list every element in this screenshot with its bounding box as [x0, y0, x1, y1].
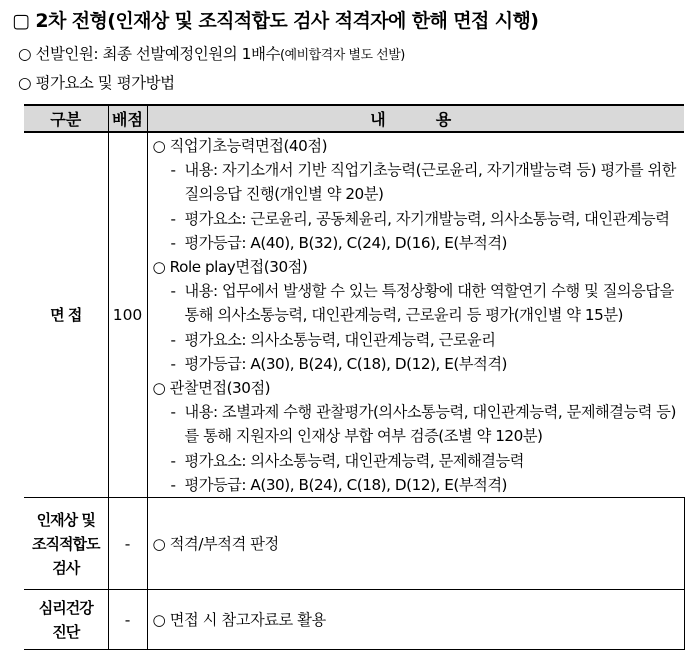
- row-category: 인재상 및 조직적합도 검사: [24, 498, 108, 590]
- table-row-health: [24, 590, 684, 650]
- section-heading: ○ 직업기초능력면접(40점): [152, 137, 328, 155]
- table-row-interview: [24, 132, 684, 498]
- bullet-note: (예비합격자 별도 선발): [279, 48, 405, 63]
- list-item: - 평가요소: 근로윤리, 공동체윤리, 자기개발능력, 의사소통능력, 대인관계능력: [170, 209, 670, 228]
- header-category: 구분: [24, 105, 108, 132]
- row-content: [147, 132, 684, 498]
- evaluation-table: [24, 104, 685, 650]
- list-item: - 평가요소: 의사소통능력, 대인관계능력, 근로윤리: [170, 330, 496, 349]
- row-category: 면 접: [24, 132, 108, 498]
- list-item: - 평가등급: A(40), B(32), C(24), D(16), E(부적격): [170, 233, 508, 252]
- bullet-text: 선발인원: 최종 선발예정인원의 1배수: [35, 45, 280, 63]
- row-category: 심리건강 진단: [24, 590, 108, 650]
- row-content: ○ 적격/부적격 판정: [147, 498, 684, 590]
- table-row-fit-test: [24, 498, 684, 590]
- row-score: -: [108, 590, 147, 650]
- section-heading: ○ 관찰면접(30점): [152, 379, 271, 398]
- section-heading: ○ Role play면접(30점): [152, 258, 308, 277]
- header-content: 내용: [147, 105, 684, 132]
- table-header-row: [24, 105, 684, 132]
- section-title: ▢ 2차 전형(인재상 및 조직적합도 검사 적격자에 한해 면접 시행): [12, 10, 539, 32]
- bullet-evaluation: [18, 71, 175, 93]
- row-score: 100: [108, 132, 147, 498]
- row-content: ○ 면접 시 참고자료로 활용: [147, 590, 684, 650]
- bullet-text: 평가요소 및 평가방법: [35, 74, 175, 92]
- bullet-marker: ○: [18, 45, 32, 63]
- bullet-marker: ○: [18, 74, 32, 92]
- list-item: - 내용: 업무에서 발생할 수 있는 특정상황에 대한 역할연기 수행 및 질의응답을 통해 의사소통능력, 대인관계능력, 근로윤리 등 평가(개인별 약 15분): [170, 282, 674, 325]
- header-score: 배점: [108, 105, 147, 132]
- bullet-selection-count: [18, 42, 405, 64]
- list-item: - 내용: 조별과제 수행 관찰평가(의사소통능력, 대인관계능력, 문제해결능력 등)를 통해 지원자의 인재상 부합 여부 검증(조별 약 120분): [170, 403, 676, 446]
- list-item: - 평가등급: A(30), B(24), C(18), D(12), E(부적격): [170, 475, 508, 494]
- list-item: - 평가등급: A(30), B(24), C(18), D(12), E(부적격): [170, 354, 508, 373]
- row-score: -: [108, 498, 147, 590]
- list-item: - 내용: 자기소개서 기반 직업기초능력(근로윤리, 자기개발능력 등) 평가를 위한 질의응답 진행(개인별 약 20분): [170, 161, 676, 204]
- list-item: - 평가요소: 의사소통능력, 대인관계능력, 문제해결능력: [170, 451, 524, 470]
